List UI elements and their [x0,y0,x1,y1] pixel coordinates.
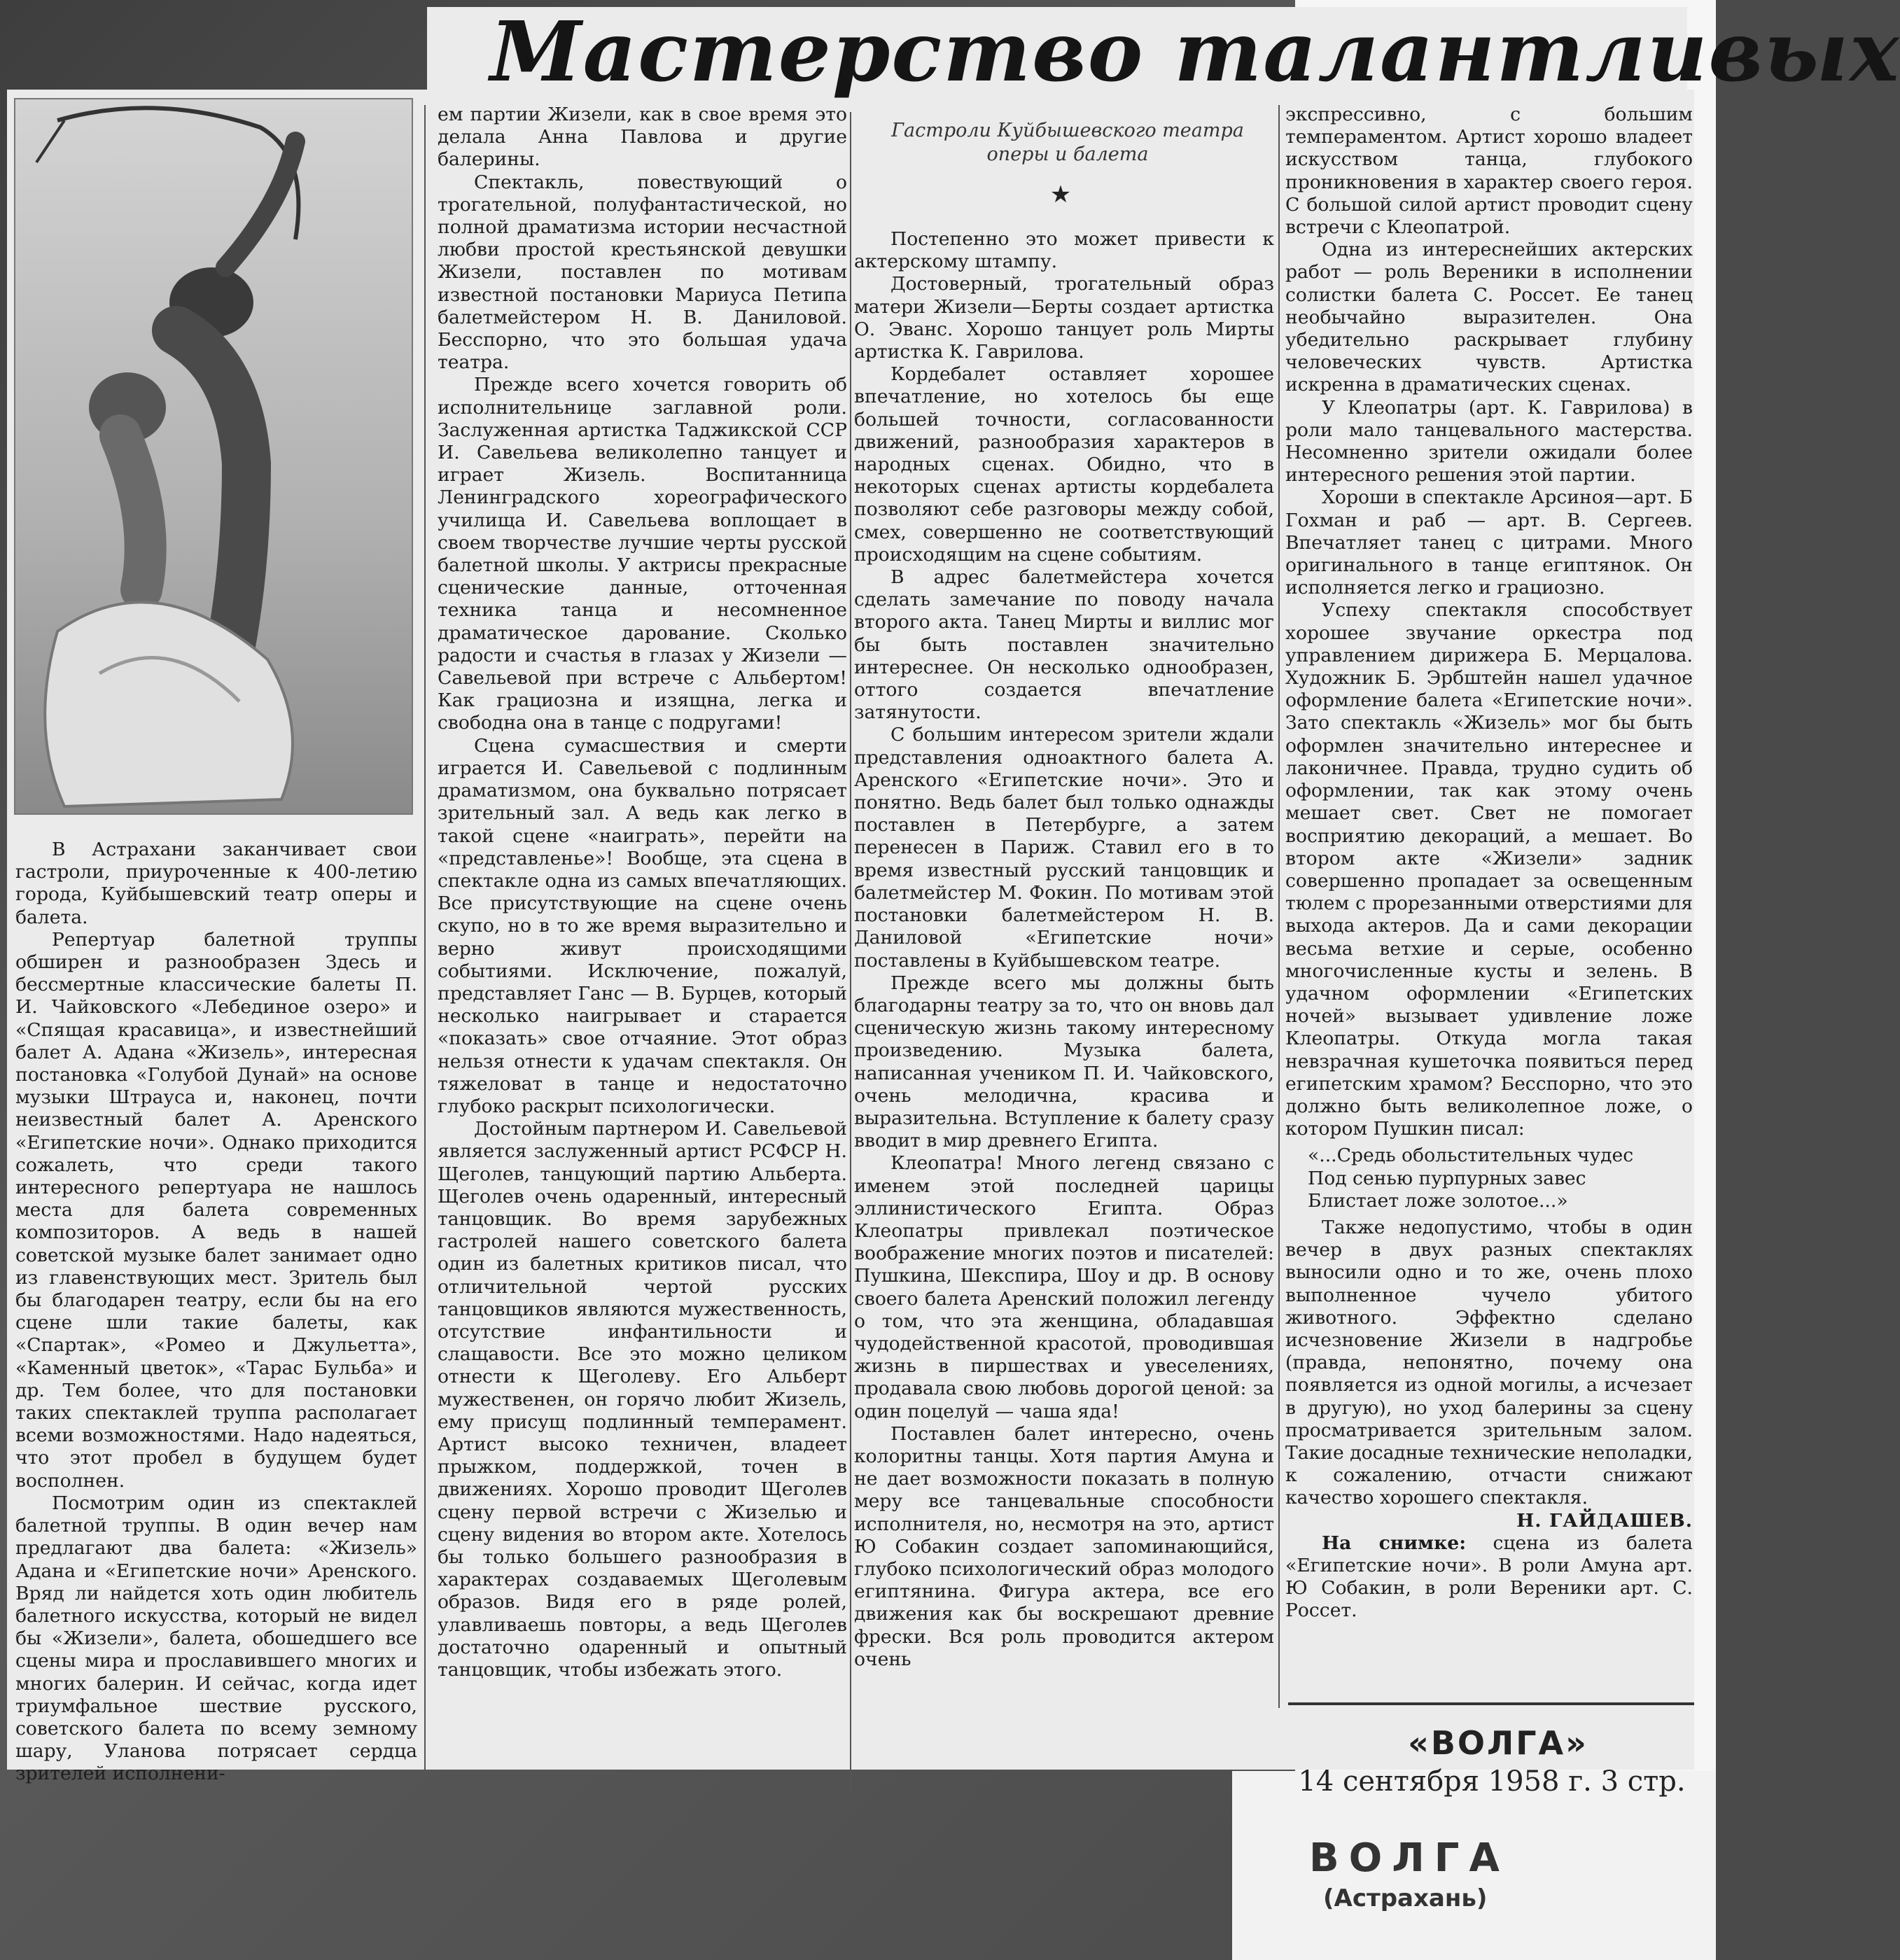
caption-label: На снимке: [1322,1532,1467,1554]
article-column-4 [1285,104,1693,1686]
paragraph: Прежде всего мы должны быть благодарны театру за то, что он вновь дал сценическую жизнь такому интересному произведению. Музыка балета, написанная учеником П. И. Чайковского, очень мелодична, красива и выразительна. Вступление к балету сразу вводит в мир древнего Египта. [854,972,1274,1152]
column-rule-1 [424,105,426,1771]
stamp-line-1: ВОЛГА [1309,1835,1509,1881]
quote-line: Блистает ложе золотое...» [1308,1189,1568,1212]
star-icon: ★ [1049,181,1072,209]
article-subhead: Гастроли Куйбышевского театра оперы и балета [891,120,1244,165]
article-column-2 [438,104,847,1791]
article-column-1 [15,839,417,1785]
quote-line: Под сенью пурпурных завес [1308,1167,1586,1189]
caption-text: сцена из балета «Египетские ночи». В роли Амуна арт. Ю Собакин, в роли Вереники арт. С. Россет. [1285,1532,1693,1622]
paragraph: Хороши в спектакле Арсиноя—арт. Б Гохман и раб — арт. В. Сергеев. Впечатляет танец с цитрами. Много оригинального в танце египтянок. Он исполняется легко и грациозно. [1285,486,1693,599]
column-rule-3 [1278,105,1280,1708]
paragraph: В Астрахани заканчивает свои гастроли, приуроченные к 400-летию города, Куйбышевский театр оперы и балета. [15,839,417,928]
article-column-3 [854,228,1274,1796]
paragraph: ем партии Жизели, как в свое время это делала Анна Павлова и другие балерины. [438,104,847,171]
paragraph: Достоверный, трогательный образ матери Жизели—Берты создает артистка О. Эванс. Хорошо танцует роль Мирты артистка К. Гаврилова. [854,273,1274,363]
column-rule-2 [850,112,851,1792]
footer-rule [1288,1702,1694,1705]
ballet-photo [14,98,413,815]
paragraph: С большим интересом зрители ждали представления одноактного балета А. Аренского «Египетские ночи». Это и понятно. Ведь балет был только однажды поставлен в Петербурге, а затем перенесен в Париж. Ставил его в то время известный русский танцовщик и балетмейстер М. Фокин. По мотивам этой постановки балетмейстером Н. В. Даниловой «Египетские ночи» поставлены в Куйбышевском театре. [854,724,1274,972]
archive-stamp [1309,1834,1519,1932]
paragraph: В адрес балетмейстера хочется сделать замечание по поводу начала второго акта. Танец Мирты и виллис мог бы быть поставлен значительно интереснее. Он несколько однообразен, оттого создается впечатление затянутости. [854,566,1274,724]
paragraph: У Клеопатры (арт. К. Гаврилова) в роли мало танцевального мастерства. Несомненно зрители ожидали более интересного решения этой партии. [1285,396,1693,486]
paragraph: Поставлен балет интересно, очень колоритны танцы. Хотя партия Амуна и не дает возможности показать в полную меру все танцевальные способности исполнителя, но, несмотря на это, артист Ю Собакин создает запоминающийся, глубоко психологический образ молодого египтянина. Фигура актера, все его движения как бы воскрешают древние фрески. Вся роль проводится актером очень [854,1422,1274,1670]
ballet-photo-icon [15,99,412,813]
newspaper-name: «ВОЛГА» [1408,1724,1588,1762]
author-signature: Н. ГАЙДАШЕВ. [1516,1509,1693,1532]
paragraph: Постепенно это может привести к актерскому штампу. [854,228,1274,273]
paragraph: Также недопустимо, чтобы в один вечер в двух разных спектаклях выносили одно и то же, очень плохо выполненное чучело убитого животного. Эффектно сделано исчезновение Жизели в надгробье (правда, непонятно, почему она появляется из одной могилы, а исчезает в другую), но уход балерины за сцену просматривается зрительным залом. Такие досадные технические неполадки, к сожалению, отчасти снижают качество хорошего спектакля. [1285,1216,1693,1509]
paragraph: Клеопатра! Много легенд связано с именем этой последней царицы эллинистического Египта. Образ Клеопатры привлекал поэтическое воображение многих поэтов и писателей: Пушкина, Шекспира, Шоу и др. В основу своего балета Аренский положил легенду о том, что эта женщина, обладавшая чудодейственной красотой, проводившая жизнь в пиршествах и увеселениях, продавала свою любовь дорогой ценой: за один поцелуй — чаша яда! [854,1152,1274,1422]
paragraph: Спектакль, повествующий о трогательной, полуфантастической, но полной драматизма истории несчастной любви простой крестьянской девушки Жизели, поставлен по мотивам известной постановки Мариуса Петипа балетмейстером Н. В. Даниловой. Бесспорно, что это большая удача театра. [438,171,847,374]
photo-caption [1285,1532,1693,1623]
pushkin-quote [1308,1144,1693,1212]
article-headline: Мастерство талантливых [490,3,1900,100]
paragraph: Прежде всего хочется говорить об исполнительнице заглавной роли. Заслуженная артистка Таджикской ССР И. Савельева великолепно танцует и играет Жизель. Воспитанница Ленинградского хореографического училища И. Савельева воплощает в своем творчестве лучшие черты русской балетной школы. У актрисы прекрасные сценические данные, отточенная техника танца и несомненное драматическое дарование. Сколько радости и счастья в глазах у Жизели — Савельевой при встрече с Альбертом! Как грациозна и изящна, легка и свободна она в танце с подругами! [438,374,847,734]
paragraph: Успеху спектакля способствует хорошее звучание оркестра под управлением дирижера Б. Мерцалова. Художник Б. Эрбштейн нашел удачное оформление балета «Египетские ночи». Зато спектакль «Жизель» мог бы быть оформлен значительно интереснее и лаконичнее. Правда, трудно судить об оформлении, так как этому очень мешает свет. Свет не помогает восприятию декораций, а мешает. Во втором акте «Жизели» задник совершенно пропадает за освещенным тюлем с прорезанными отверстиями для выхода актеров. Да и сами декорации весьма ветхие и серые, особенно многочисленные кусты и зелень. В удачном оформлении «Египетских ночей» вызывает удивление ложе Клеопатры. Откуда могла такая невзрачная кушеточка появиться перед египетским храмом? Бесспорно, что это должно быть великолепное ложе, о котором Пушкин писал: [1285,599,1693,1140]
paragraph: Достойным партнером И. Савельевой является заслуженный артист РСФСР Н. Щеголев, танцующий партию Альберта. Щеголев очень одаренный, интересный танцовщик. Во время зарубежных гастролей нашего советского балета один из балетных критиков писал, что отличительной чертой русских танцовщиков являются мужественность, отсутствие инфантильности и слащавости. Все это можно целиком отнести к Щеголеву. Его Альберт мужественен, он горячо любит Жизель, ему присущ подлинный темперамент. Артист высоко техничен, владеет прыжком, поддержкой, точен в движениях. Хорошо проводит Щеголев сцену первой встречи с Жизелью и сцену видения во втором акте. Хотелось бы только большего разнообразия в характерах создаваемых Щеголевым образов. Видя его в ряде ролей, улавливаешь повторы, а ведь Щеголев достаточно одаренный и опытный танцовщик, чтобы избежать этого. [438,1118,847,1681]
paragraph: Кордебалет оставляет хорошее впечатление, но хотелось бы еще большей точности, согласованности движений, разнообразия характеров в народных сценах. Обидно, что в некоторых сценах артисты кордебалета позволяют себе разговоры между собой, смех, совершенно не соответствующий происходящим на сцене событиям. [854,363,1274,566]
paragraph: экспрессивно, с большим темпераментом. Артист хорошо владеет искусством танца, глубокого проникновения в характер своего героя. С большой силой артист проводит сцену встречи с Клеопатрой. [1285,104,1693,239]
paragraph: Одна из интереснейших актерских работ — роль Вереники в исполнении солистки балета С. Россет. Ее танец необычайно выразителен. Она убедительно раскрывает глубину человеческих чувств. Артистка искренна в драматических сценах. [1285,239,1693,396]
quote-line: «...Средь обольстительных чудес [1308,1144,1634,1167]
paragraph: Репертуар балетной труппы обширен и разнообразен Здесь и бессмертные классические балеты П. И. Чайковского «Лебединое озеро» и «Спящая красавица», и известнейший балет А. Адана «Жизель», интересная постановка «Голубой Дунай» на основе музыки Штрауса и, наконец, почти неизвестный балет А. Аренского «Египетские ночи». Однако приходится сожалеть, что среди такого интересного репертуара не нашлось места для балета современных композиторов. А ведь в нашей советской музыке балет занимает одно из главенствующих мест. Зритель был бы благодарен театру, если бы на его сцене шли такие балеты, как «Спартак», «Ромео и Джульетта», «Каменный цветок», «Тарас Бульба» и др. Тем более, что для постановки таких спектаклей труппа располагает всеми возможностями. Надо надеяться, что этот пробел в будущем будет восполнен. [15,928,417,1492]
paragraph: Сцена сумасшествия и смерти играется И. Савельевой с подлинным драматизмом, она буквально потрясает зрительный зал. А ведь как легко в такой сцене «наиграть», перейти на «представленье»! Вообще, эта сцена в спектакле одна из самых впечатляющих. Все присутствующие на сцене очень скупо, но в то же время выразительно и верно живут происходящими событиями. Исключение, пожалуй, представляет Ганс — В. Бурцев, который несколько наигрывает и старается «показать» свое отчаяние. Этот образ нельзя отнести к удачам спектакля. Он тяжеловат в танце и недостаточно глубоко раскрыт психологически. [438,734,847,1117]
stamp-line-2: (Астрахань) [1323,1884,1488,1912]
issue-date: 14 сентября 1958 г. 3 стр. [1298,1765,1686,1798]
paragraph: Посмотрим один из спектаклей балетной труппы. В один вечер нам предлагают два балета: «Жизель» Адана и «Египетские ночи» Аренского. Вряд ли найдется хоть один любитель балетного искусства, который не видел бы «Жизели», балета, обошедшего все сцены мира и прославившего многих и многих балерин. И сейчас, когда идет триумфальное шествие русского, советского балета по всему земному шару, Уланова потрясает сердца зрителей исполнени- [15,1492,417,1785]
